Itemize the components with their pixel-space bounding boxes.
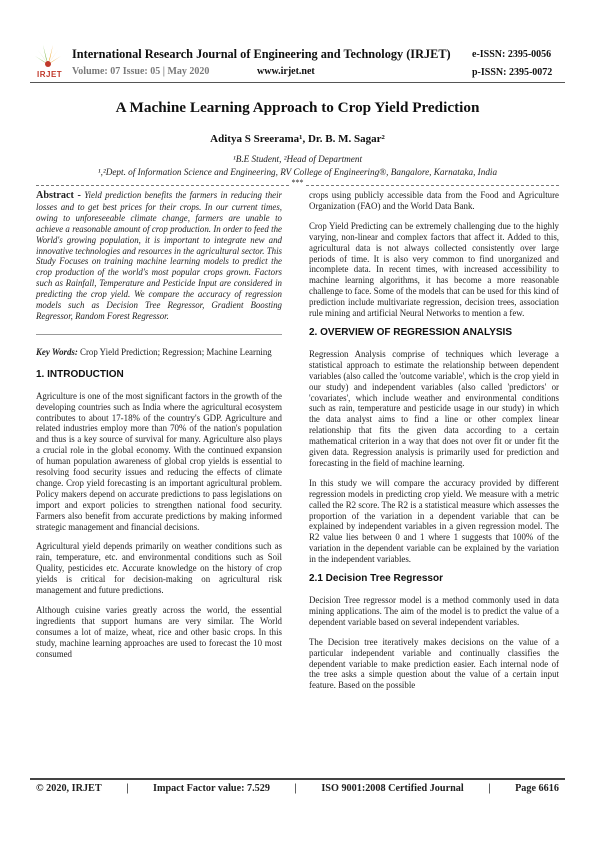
section-regression-heading: 2. OVERVIEW OF REGRESSION ANALYSIS: [309, 326, 513, 338]
logo-text: IRJET: [37, 70, 63, 79]
keywords: [36, 347, 282, 358]
page-footer: [36, 783, 559, 794]
intro-paragraph-4: Crop Yield Predicting can be extremely challenging due to the highly varying, non-linear and complex factors that affect it. Added to this, agricultural data is not always collected consistently over large periods of time. It is also very common to find unorganized and incomplete data. In recent times, with increased accessibility to machine learning algorithms, it has become a more reasonable challenge to face. Some of the models that can be used for this kind of prediction include multivariate regression, decision trees, association rule mining and artificial Neural Networks to mention a few.: [309, 220, 559, 319]
right-column: [309, 190, 559, 700]
author-affiliation: ¹,²Dept. of Information Science and Engineering, RV College of Engineering®, Bangalore, Karnataka, India: [97, 167, 498, 177]
regression-paragraph-1: Regression Analysis comprise of techniques which leverage a statistical approach to estimate the relationship between dependent variables (also called the 'outcome variable', which is the crop yield in our study) and independent variables (also called 'predictors' or 'covariates', which include weather and environmental conditions such as rain, temperature and pesticide usage in our study) in which the data analyst aims to find a line or other complex linear relationship that fits the given data according to a certain mathematical criterion in a way that does not over fit or under fit the given data. Regression analysis is primarily used for prediction and forecasting in the field of machine learning.: [309, 348, 559, 468]
header-divider: [30, 82, 565, 83]
keywords-label: Key Words:: [36, 346, 78, 357]
footer-impact-factor: Impact Factor value: 7.529: [153, 783, 270, 794]
decision-tree-paragraph-1: Decision Tree regressor model is a method commonly used in data mining applications. The aim of the model is to predict the value of a dependent variable based on several independent variables.: [309, 595, 559, 627]
paper-authors: Aditya S Sreerama¹, Dr. B. M. Sagar²: [210, 133, 385, 145]
volume-info: Volume: 07 Issue: 05 | May 2020: [72, 66, 210, 77]
journal-title: International Research Journal of Engineering and Technology (IRJET): [72, 47, 451, 61]
left-column: [36, 190, 282, 669]
decision-tree-paragraph-2: The Decision tree iteratively makes decisions on the value of a particular independent variable and continually classifies the dependent variable to make prediction easier. Each internal node of the tree asks a simple question about the value of a certain input feature. Based on the possible: [309, 636, 559, 691]
intro-paragraph-continued: crops using publicly accessible data from the Food and Agriculture Organization (FAO) and the World Data Bank.: [309, 190, 559, 211]
section-introduction-heading: 1. INTRODUCTION: [36, 368, 124, 380]
footer-iso: ISO 9001:2008 Certified Journal: [321, 783, 464, 794]
p-issn: p-ISSN: 2395-0072: [472, 67, 553, 78]
intro-paragraph-2: Agricultural yield depends primarily on weather conditions such as rain, temperature, etc. and environmental conditions such as Soil Quality, pesticides etc. Accurate knowledge on the history of crop yields is critical for decision-making on agricultural risk management and future predictions.: [36, 541, 282, 596]
author-roles: ¹B.E Student, ²Head of Department: [232, 154, 362, 164]
e-issn: e-ISSN: 2395-0056: [472, 49, 552, 60]
title-separator: [36, 178, 559, 189]
footer-separator: |: [488, 783, 491, 794]
footer-copyright: © 2020, IRJET: [36, 783, 102, 794]
regression-paragraph-2: In this study we will compare the accuracy provided by different regression models in predicting crop yield. We measure with a metric called the R2 score. The R2 is a statistical measure which assesses the proportion of the variation in a dependent variable that can be explained by independent variables in a given regression model. The R2 value lies between 0 and 1 where 1 suggests that 100% of the variation in the dependent variable can be explained by the variation in the independent variables.: [309, 477, 559, 565]
footer-divider: [30, 778, 565, 780]
footer-separator: |: [294, 783, 297, 794]
section-decision-tree-heading: 2.1 Decision Tree Regressor: [309, 573, 443, 585]
paper-title: A Machine Learning Approach to Crop Yield Prediction: [115, 99, 480, 116]
footer-page-number: Page 6616: [515, 783, 559, 794]
keywords-text: Crop Yield Prediction; Regression; Machine Learning: [80, 346, 272, 357]
intro-paragraph-1: Agriculture is one of the most significant factors in the growth of the developing countries such as India where the agricultural ecosystem contributes to about 17-18% of the country's GDP. Agriculture and related industries employ more than 70% of the nation's population and thus is a key source of survival for many. Agriculture also plays a crucial role in the global economy. With the continued expansion of human population awareness of global crop yields is essential to resolving food security issues and reducing the effects of climate change. Crop yield forecasting is an important agricultural problem. Policy makers depend on accurate predictions to pass legislations on import and export policies to strengthen national food security. Farmers also benefit from accurate predictions by making informed strategic management and financial decisions.: [36, 390, 282, 532]
footer-separator: |: [126, 783, 129, 794]
abstract-text: Yield prediction benefits the farmers in reducing their losses and to get best prices for their crops. In our current times, owing to unforeseeable climate change, farmers are unable to achieve a reasonable amount of crop production. In order to feed the World's growing population, it is important to integrate new and innovative technologies and resources in the agricultural sector. This Study Focuses on training machine learning models to predict the crop production of the world's most popular crops grown. Factors such as Rainfall, Temperature and Pesticide Input are considered in predicting the crop yield. We compare the accuracy of regression models such as Decision Tree Regressor, Gradient Boosting Regressor, Random Forest Regressor.: [36, 190, 282, 321]
abstract: [36, 190, 282, 335]
intro-paragraph-3: Although cuisine varies greatly across the world, the essential ingredients that support humans are very similar. The World consumes a lot of maize, wheat, rice and other basic crops. In this study, machine learning approaches are used to forecast the 10 most consumed: [36, 605, 282, 659]
separator-stars: ***: [291, 178, 304, 187]
abstract-label: Abstract -: [36, 190, 81, 201]
journal-website-link[interactable]: www.irjet.net: [257, 66, 315, 77]
